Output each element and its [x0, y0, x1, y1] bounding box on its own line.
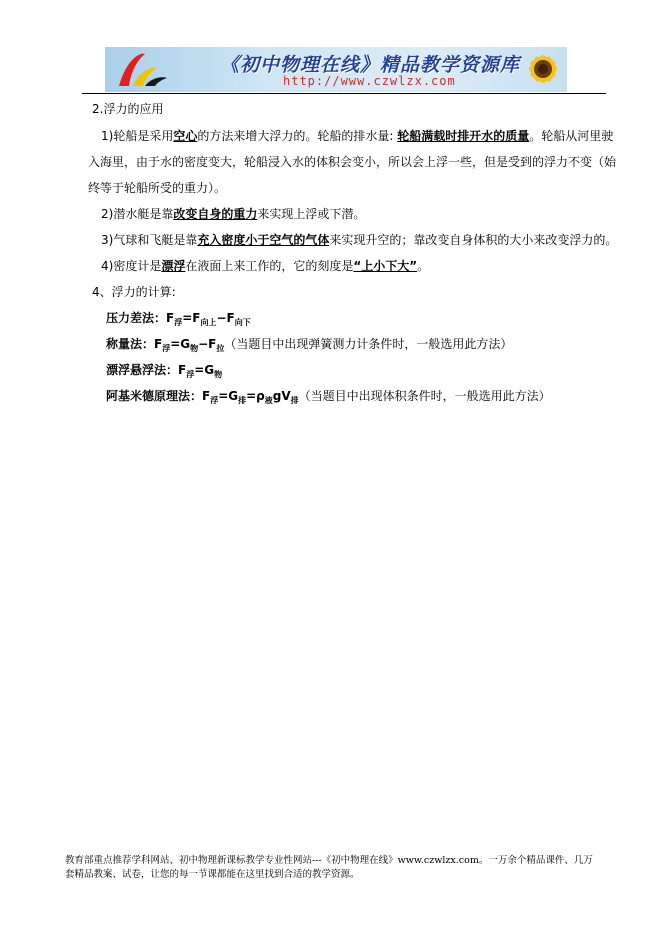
paragraph-hydrometer: 4)密度计是漂浮在液面上来工作的，它的刻度是“上小下大”。 — [101, 259, 430, 273]
method-archimedes: 阿基米德原理法：$F_浮=G_排=\rho_液gV_排$（当题目中出现体积条件时，一般选用此方法） — [106, 389, 551, 405]
header-banner — [105, 47, 567, 92]
sunflower-icon — [517, 47, 567, 92]
section-heading-applications: 2.浮力的应用 — [92, 102, 164, 116]
key-term-change-weight: 改变自身的重力 — [173, 207, 258, 221]
banner-url[interactable]: http://www.czwlzx.com — [283, 74, 456, 88]
paragraph-ship-line3: 终等于轮船所受的重力）。 — [88, 181, 227, 195]
site-logo-icon — [111, 50, 171, 90]
paragraph-balloon: 3)气球和飞艇是靠充入密度小于空气的气体来实现升空的；靠改变自身体积的大小来改变浮力的。 — [101, 233, 618, 247]
paragraph-ship-line2: 入海里，由于水的密度变大，轮船浸入水的体积会变小，所以会上浮一些，但是受到的浮力不变（始 — [88, 155, 617, 169]
method-archimedes-note: （当题目中出现体积条件时，一般选用此方法） — [298, 389, 551, 403]
paragraph-ship: 1)轮船是采用空心的方法来增大浮力的。轮船的排水量: 轮船满载时排开水的质量。轮船从河里驶 — [101, 129, 614, 143]
method-pressure-difference: 压力差法：$F_浮=F_{向上}-F_{向下}$ — [106, 311, 251, 327]
method-floating: 漂浮悬浮法：$F_浮=G_物$ — [106, 363, 223, 379]
key-term-displacement: 轮船满载时排开水的质量 — [397, 129, 530, 143]
method-weighing-note: （当题目中出现弹簧测力计条件时，一般选用此方法） — [224, 337, 513, 351]
key-term-lighter-gas: 充入密度小于空气的气体 — [197, 233, 330, 247]
footer-line-1: 教育部重点推荐学科网站、初中物理新课标教学专业性网站---《初中物理在线》www.czwlzx.com。一万余个精品课件、几万 — [65, 855, 593, 866]
method-weighing: 称量法：$F_浮=G_物-F_拉$（当题目中出现弹簧测力计条件时，一般选用此方法） — [106, 337, 513, 353]
key-term-scale: “上小下大” — [353, 259, 418, 273]
footer-line-2: 套精品教案、试卷，让您的每一节课都能在这里找到合适的教学资源。 — [65, 869, 360, 880]
key-term-hollow: 空心 — [173, 129, 198, 143]
header-rule — [82, 93, 606, 94]
section-heading-calculation: 4、浮力的计算: — [92, 285, 176, 299]
banner-title: 《初中物理在线》精品教学资源库 — [220, 54, 521, 76]
key-term-floating: 漂浮 — [161, 259, 186, 273]
paragraph-submarine: 2)潜水艇是靠改变自身的重力来实现上浮或下潜。 — [101, 207, 366, 221]
